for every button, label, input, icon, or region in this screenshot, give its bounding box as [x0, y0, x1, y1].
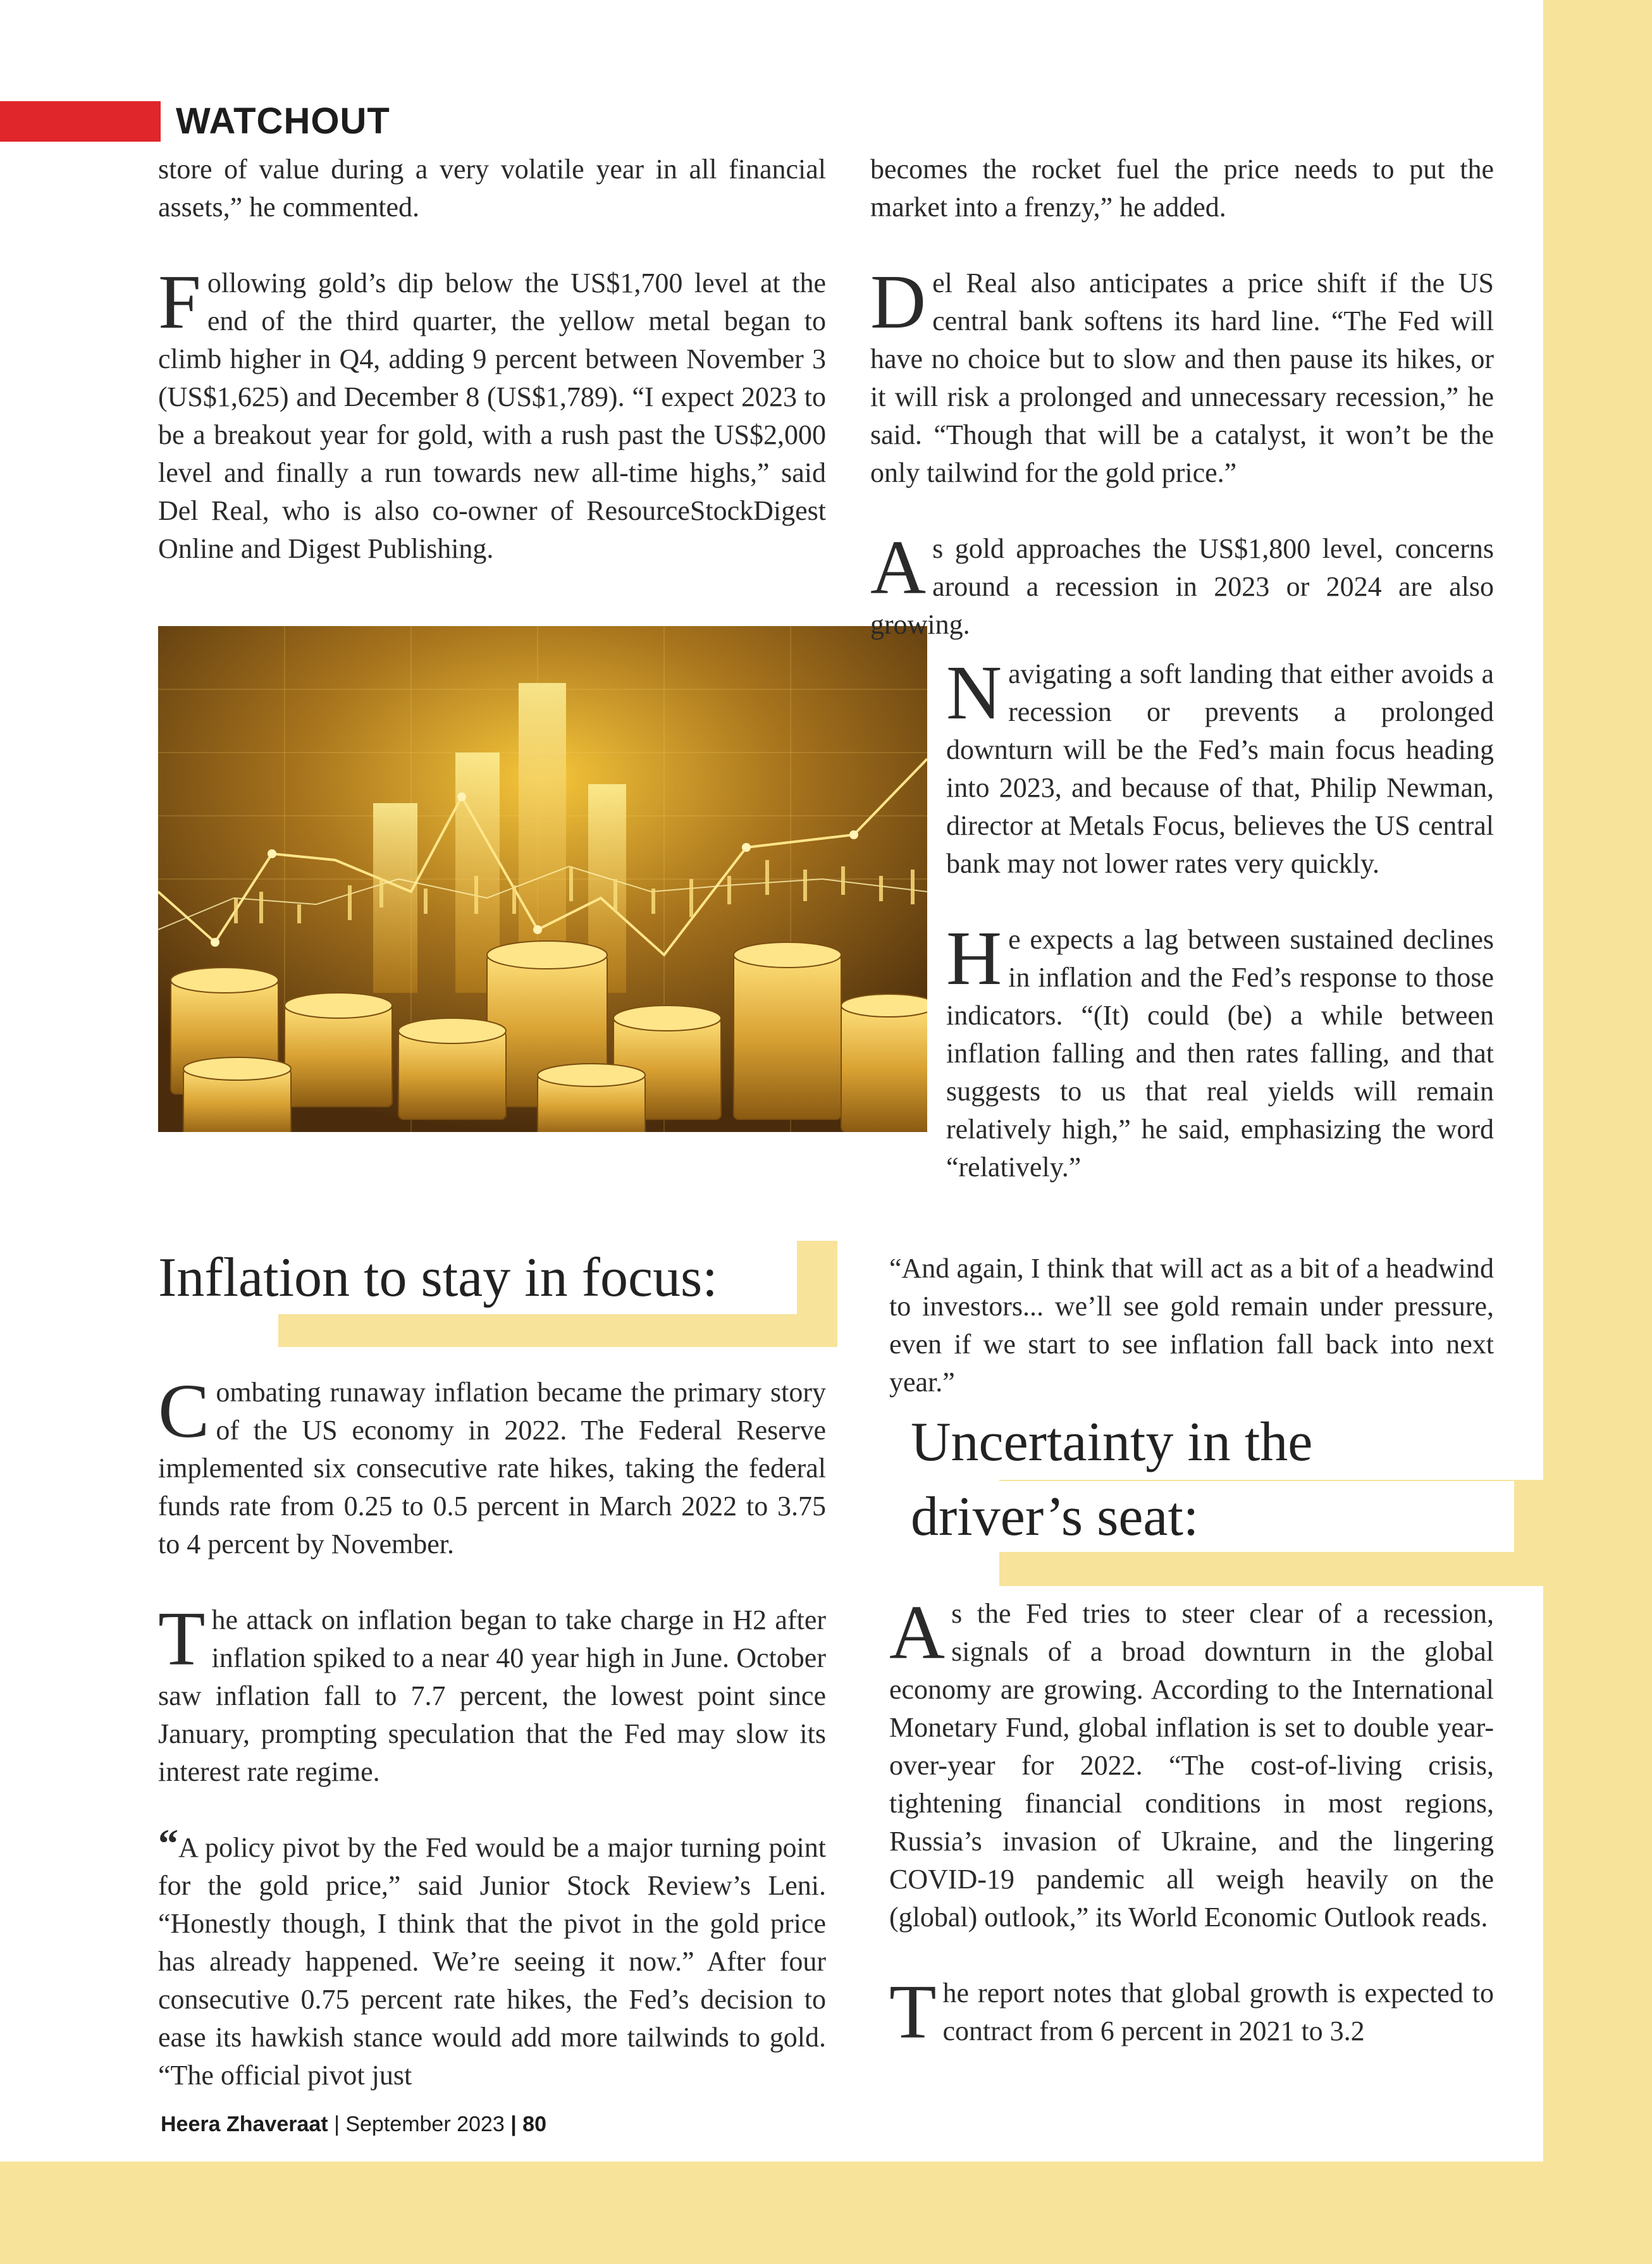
magazine-name: Heera Zhaveraat — [161, 2112, 328, 2136]
paragraph-with-dropcap — [158, 1369, 826, 1563]
paragraph-with-dropcap — [158, 1596, 826, 1791]
paragraph-with-dropcap — [946, 916, 1494, 1186]
pull-quote-paragraph — [158, 1821, 826, 2095]
left-column-top — [158, 151, 826, 568]
paragraph-text: ollowing gold’s dip below the US$1,700 level at the end of the third quarter, the yellow metal began to climb higher in Q4, adding 9 percent between November 3 (US$1,625) and December 8 (US$1,789). “I expect 2023 to be a breakout year for gold, with a rush past the US$2,000 level and finally a run towards new all-time highs,” said Del Real, who is also co-owner of ResourceStockDigest Online and Digest Publishing. — [158, 268, 826, 564]
drop-cap: N — [946, 650, 1002, 735]
gold-coins-chart-photo — [158, 626, 927, 1132]
paragraph-text: s the Fed tries to steer clear of a recession, signals of a broad downturn in the global economy are growing. According to the International Monetary Fund, global inflation is set to double year-over-year for 2022. “The cost-of-living crisis, tightening financial conditions in most regions, Russia’s invasion of Ukraine, and the lingering COVID-19 pandemic all weigh heavily on the (global) outlook,” its World Economic Outlook reads. — [889, 1598, 1494, 1933]
paragraph-with-dropcap — [889, 1969, 1494, 2055]
drop-cap: A — [889, 1590, 946, 1675]
section-red-bar — [0, 101, 161, 142]
paragraph-text: e expects a lag between sustained declines in inflation and the Fed’s response to those indicators. “(It) could (be) a while between inflation falling and then rates falling, and that suggests to us that real yields will remain relatively high,” he said, emphasizing the word “relatively.” — [946, 924, 1494, 1183]
page-footer — [161, 2112, 546, 2137]
section-heading-inflation: Inflation to stay in focus: — [158, 1247, 718, 1308]
section-heading-uncertainty-line2: driver’s seat: — [911, 1486, 1199, 1547]
right-column-middle — [946, 650, 1494, 1186]
paragraph-text: s gold approaches the US$1,800 level, concerns around a recession in 2023 or 2024 are also growing. — [870, 533, 1494, 640]
footer-separator: | — [334, 2112, 346, 2136]
section-heading-uncertainty-line1: Uncertainty in the — [911, 1412, 1313, 1473]
paragraph-with-dropcap — [889, 1590, 1494, 1936]
drop-cap: H — [946, 916, 1002, 1001]
paragraph: “And again, I think that will act as a bit of a headwind to investors... we’ll see gold remain under pressure, even if we start to see inflation fall back into next year.” — [889, 1253, 1494, 1398]
yellow-margin-bottom — [0, 2162, 1652, 2264]
page-number: 80 — [522, 2112, 546, 2136]
drop-cap: T — [158, 1596, 206, 1682]
paragraph-with-dropcap — [870, 259, 1494, 492]
paragraph-text: el Real also anticipates a price shift if the US central bank softens its hard line. “The Fed will have no choice but to slow and then pause its hikes, or it will risk a prolonged and unnecessary recession,” he said. “Though that will be a catalyst, it won’t be the only tailwind for the gold price.” — [870, 268, 1494, 488]
paragraph: store of value during a very volatile year in all financial assets,” he commented. — [158, 154, 826, 223]
right-column-quote — [889, 1250, 1494, 1401]
right-column-bottom — [889, 1590, 1494, 2055]
drop-cap: T — [889, 1969, 937, 2055]
drop-cap: F — [158, 259, 201, 345]
left-column-bottom — [158, 1369, 826, 2095]
paragraph-with-dropcap — [946, 650, 1494, 883]
quote-mark-icon: “ — [158, 1821, 178, 1866]
paragraph: becomes the rocket fuel the price needs to put the market into a frenzy,” he added. — [870, 154, 1494, 223]
drop-cap: A — [870, 525, 927, 610]
paragraph-with-dropcap — [870, 525, 1494, 644]
paragraph-text: he report notes that global growth is expected to contract from 6 percent in 2021 to 3.2 — [942, 1978, 1494, 2046]
right-column-top — [870, 151, 1494, 644]
section-tag: WATCHOUT — [176, 101, 390, 142]
paragraph-with-dropcap — [158, 259, 826, 568]
footer-separator: | — [510, 2112, 523, 2136]
paragraph-text: avigating a soft landing that either avoids a recession or prevents a prolonged downturn will be the Fed’s main focus heading into 2023, and because of that, Philip Newman, director at Metals Focus, believes the US central bank may not lower rates very quickly. — [946, 658, 1494, 879]
drop-cap: C — [158, 1369, 210, 1454]
yellow-margin-right — [1543, 0, 1652, 2264]
issue-date: September 2023 — [345, 2112, 505, 2136]
paragraph-text: he attack on inflation began to take charge in H2 after inflation spiked to a near 40 year high in June. October saw inflation fall to 7.7 percent, the lowest point since January, prompting speculation that the Fed may slow its interest rate regime. — [158, 1604, 826, 1787]
drop-cap: D — [870, 259, 927, 345]
paragraph-text: A policy pivot by the Fed would be a major turning point for the gold price,” said Junior Stock Review’s Leni. “Honestly though, I think that the pivot in the gold price has already happened. We’re seeing it now.” After four consecutive 0.75 percent rate hikes, the Fed’s decision to ease its hawkish stance would add more tailwinds to gold. “The official pivot just — [158, 1832, 826, 2091]
paragraph-text: ombating runaway inflation became the primary story of the US economy in 2022. The Federal Reserve implemented six consecutive rate hikes, taking the federal funds rate from 0.25 to 0.5 percent in March 2022 to 3.75 to 4 percent by November. — [158, 1377, 826, 1560]
